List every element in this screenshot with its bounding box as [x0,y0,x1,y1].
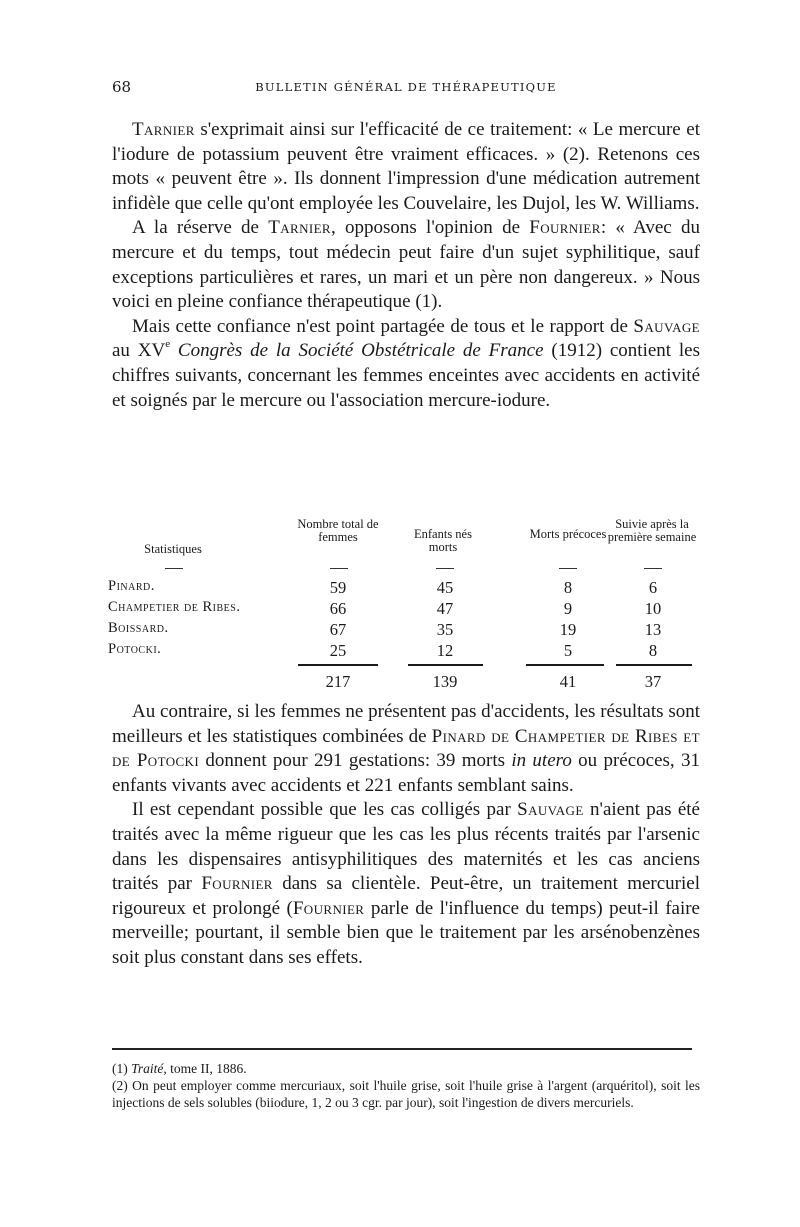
total-followed: 37 [644,672,662,691]
table-row: Potocki. 25 12 5 8 [108,641,658,660]
page-number: 68 [112,78,132,96]
col-header-stillborn: Enfants nés morts [414,527,472,554]
footnotes [112,1060,700,1111]
header-dash [330,568,348,569]
body-text-bottom [112,700,700,971]
col-header-total-women: Nombre total de femmes [297,517,379,544]
page-header [112,78,700,98]
body-text-top [112,118,700,413]
col-header-early-deaths: Morts précoces [529,527,607,541]
paragraph-2: A la réserve de Tarnier, opposons l'opinion de Fournier: « Avec du mercure et du temps, tout médecin peut faire d'un sujet syphilitique, sauf exceptions particulières et rares, un mari et un père non dangereux. » Nous voici en pleine confiance thérapeutique (1). [112,217,700,313]
sum-rule [408,664,483,666]
table-row: Pinard. 59 45 8 6 [108,578,658,597]
sum-rule [526,664,604,666]
table-row: Champetier de Ribes. 66 47 9 10 [108,599,662,618]
header-dash [559,568,577,569]
total-early-deaths: 41 [559,672,577,691]
footnote-1: (1) Traité, tome II, 1886. [112,1061,247,1076]
footnote-rule [112,1048,692,1050]
total-women: 217 [325,672,351,691]
header-dash [165,568,183,569]
footnote-2: (2) On peut employer comme mercuriaux, soit l'huile grise, soit l'huile grise à l'argent (arquéritol), soit les injections de sels solubles (biiodure, 1, 2 ou 3 cgr. par jour), soit l'ingestion de divers mercuriels. [112,1078,700,1110]
running-title: BULLETIN GÉNÉRAL DE THÉRAPEUTIQUE [255,80,557,94]
paragraph-5: Il est cependant possible que les cas colligés par Sauvage n'aient pas été traités avec la même rigueur que les cas les plus récents traités par l'arsenic dans les dispensaires antisyphilitiques des maternités et les cas anciens traités par Fournier dans sa clientèle. Peut-être, un traitement mercuriel rigoureux et prolongé (Fournier parle de l'influence du temps) peut-il faire merveille; pourtant, il semble bien que le traitement par les arsénobenzènes soit plus constant dans ses effets. [112,799,701,968]
col-header-statistics: Statistiques [144,542,202,556]
table-row: Boissard. 67 35 19 13 [108,620,662,639]
paragraph-4: Au contraire, si les femmes ne présentent pas d'accidents, les résultats sont meilleurs et les statistiques combinées de Pinard de Champetier de Ribes et de Potocki donnent pour 291 gestations: 39 morts in utero ou précoces, 31 enfants vivants avec accidents et 221 enfants semblant sains. [112,701,700,796]
header-dash [644,568,662,569]
col-header-followed: Suivie après la première semaine [607,517,697,544]
header-dash [436,568,454,569]
paragraph-1: Tarnier s'exprimait ainsi sur l'efficacité de ce traitement: « Le mercure et l'iodure de potassium peuvent être vraiment efficaces. » (2). Retenons ces mots « peuvent être ». Ils donnent l'impression d'une médication autrement infidèle que celle qu'ont employée les Couvelaire, les Dujol, les W. Williams. [112,119,700,214]
total-stillborn: 139 [432,672,458,691]
sum-rule [298,664,378,666]
author-name: Tarnier [132,119,195,140]
sum-rule [616,664,692,666]
paragraph-3: Mais cette confiance n'est point partagée de tous et le rapport de Sauvage au XVe Congrès de la Société Obstétricale de France (1912) contient les chiffres suivants, concernant les femmes enceintes avec accidents en activité et soignés par le mercure ou l'association mercure-iodure. [112,315,700,411]
